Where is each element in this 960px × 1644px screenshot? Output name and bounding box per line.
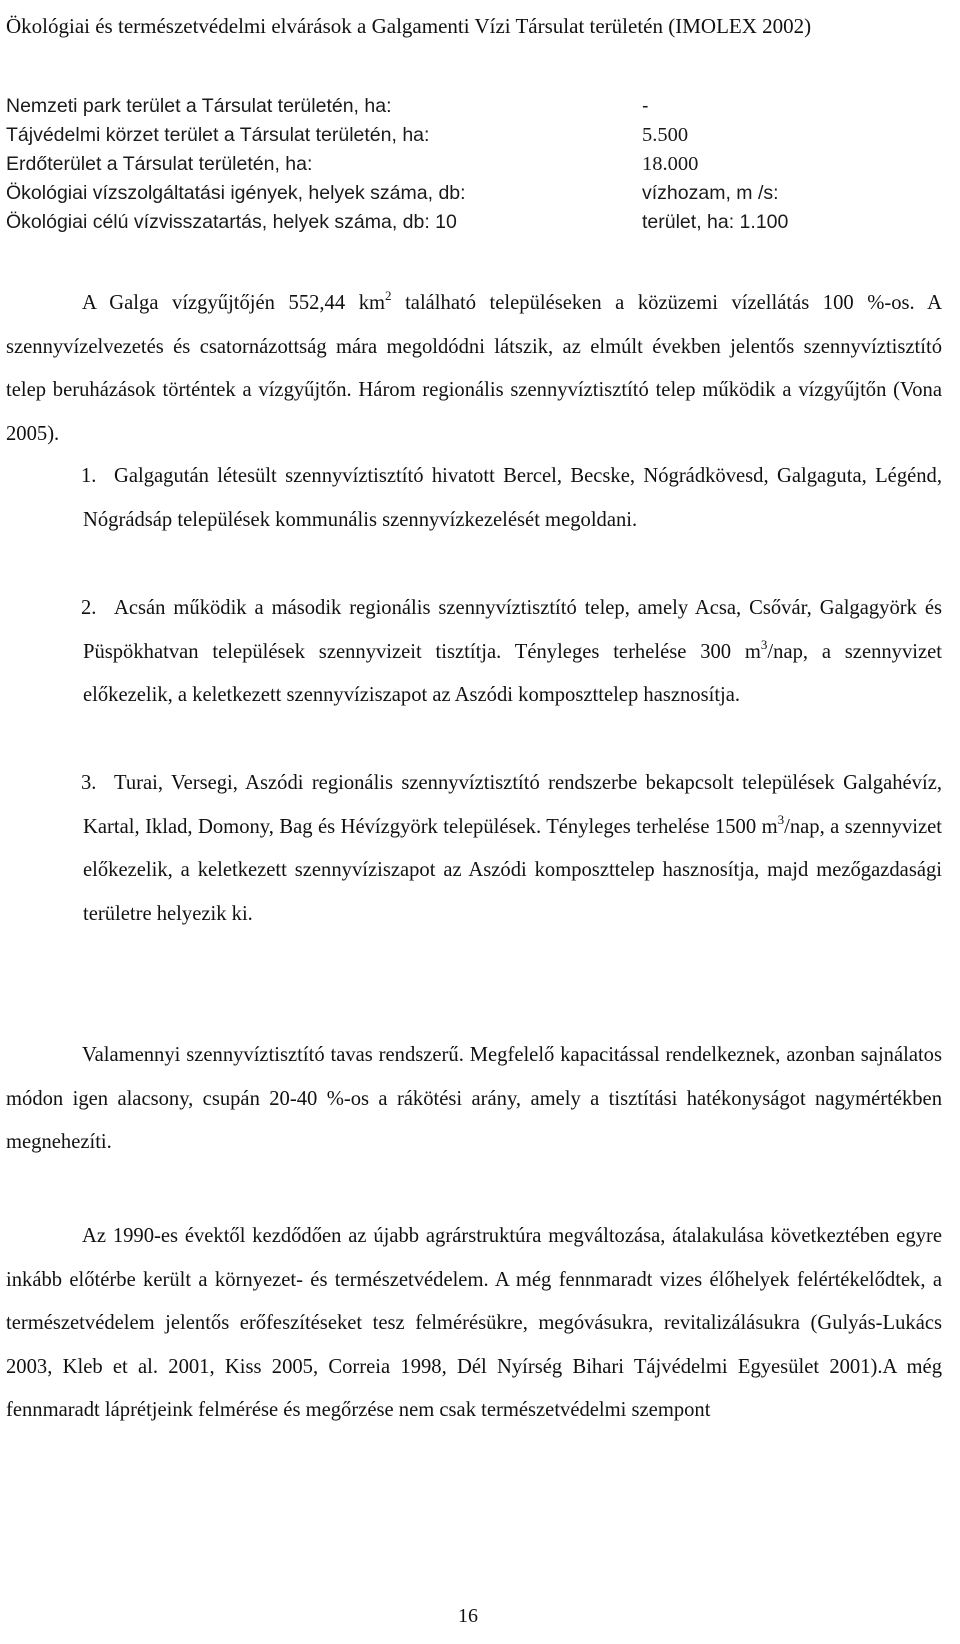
section-heading: Ökológiai és természetvédelmi elvárások a Galgamenti Vízi Társulat területén (IMOLEX 2002)	[6, 14, 812, 38]
text-fragment: található településeken a közüzemi vízellátás 100 %-os. A szennyvízelvezetés és csatornázottság mára megoldódni látszik, az elmúlt években jelentős szennyvíztisztító telep beruházások történtek a vízgyűjtőn. Három regionális szennyvíztisztító telep működik a vízgyűjtőn (Vona 2005).	[6, 292, 942, 445]
list-item-text: Galgagután létesült szennyvíztisztító hivatott Bercel, Becske, Nógrádkövesd, Galgaguta, Légénd, Nógrádsáp települések kommunális szennyvízkezelését megoldani.	[83, 465, 942, 531]
fact-row-national-park	[6, 92, 946, 121]
superscript: 2	[385, 288, 392, 303]
fact-value: 18.000	[642, 153, 699, 175]
fact-value: -	[642, 95, 649, 117]
fact-label: Ökológiai célú vízvisszatartás, helyek száma, db: 10	[6, 211, 457, 233]
list-item-1	[6, 455, 942, 542]
text-fragment: A Galga vízgyűjtőjén 552,44 km	[82, 292, 386, 314]
list-item-3	[6, 762, 942, 936]
facts-list	[6, 92, 946, 237]
list-number: 3.	[81, 772, 97, 794]
fact-value: vízhozam, m /s:	[642, 182, 779, 204]
fact-label: Nemzeti park terület a Társulat területén, ha:	[6, 95, 392, 117]
text-fragment: Acsán működik a második regionális szennyvíztisztító telep, amely Acsa, Csővár, Galgagyörk és Püspökhatvan települések szennyvizeit tisztítja. Tényleges terhelése 300 m	[83, 597, 942, 663]
list-item-text	[83, 762, 942, 936]
fact-row-forest-area	[6, 150, 946, 179]
fact-row-water-retention	[6, 208, 946, 237]
text-fragment: /nap, a szennyvizet előkezelik, a keletkezett szennyvíziszapot az Aszódi komposzttelep hasznosítja, majd mezőgazdasági területre helyezik ki.	[83, 815, 942, 925]
fact-label: Erdőterület a Társulat területén, ha:	[6, 153, 313, 175]
list-number: 1.	[81, 465, 97, 487]
fact-value: 5.500	[642, 124, 689, 146]
fact-row-ecological-water-service	[6, 179, 946, 208]
superscript: 3	[777, 811, 785, 827]
text-fragment: /nap, a szennyvizet előkezelik, a keletkezett szennyvíziszapot az Aszódi komposzttelep hasznosítja.	[83, 640, 943, 707]
fact-label: Tájvédelmi körzet terület a Társulat területén, ha:	[6, 124, 430, 146]
paragraph-water-supply	[6, 282, 942, 456]
list-item-2	[6, 587, 942, 718]
page-number: 16	[458, 1605, 478, 1627]
text-fragment: Turai, Versegi, Aszódi regionális szennyvíztisztító rendszerbe bekapcsolt települések Galgahévíz, Kartal, Iklad, Domony, Bag és Hévízgyörk települések. Tényleges terhelése 1500 m	[83, 772, 942, 838]
paragraph-pond-systems: Valamennyi szennyvíztisztító tavas rendszerű. Megfelelő kapacitással rendelkeznek, azonban sajnálatos módon igen alacsony, csupán 20-40 %-os a rákötési arány, amely a tisztítási hatékonyságot nagymértékben megnehezíti.	[6, 1044, 942, 1154]
paragraph-agrarian-change: Az 1990-es évektől kezdődően az újabb agrárstruktúra megváltozása, átalakulása következtében egyre inkább előtérbe került a környezet- és természetvédelem. A még fennmaradt vizes élőhelyek felértékelődtek, a természetvédelem jelentős erőfeszítéseket tesz felmérésükre, megóvásukra, revitalizálásukra (Gulyás-Lukács 2003, Kleb et al. 2001, Kiss 2005, Correia 1998, Dél Nyírség Bihari Tájvédelmi Egyesület 2001).A még fennmaradt láprétjeink felmérése és megőrzése nem csak természetvédelmi szempont	[6, 1225, 942, 1422]
list-number: 2.	[81, 597, 97, 619]
fact-label: Ökológiai vízszolgáltatási igények, helyek száma, db:	[6, 182, 466, 204]
fact-row-landscape-protection	[6, 121, 946, 150]
list-item-text	[83, 587, 942, 718]
fact-value: terület, ha: 1.100	[642, 211, 789, 233]
superscript: 3	[760, 636, 768, 652]
